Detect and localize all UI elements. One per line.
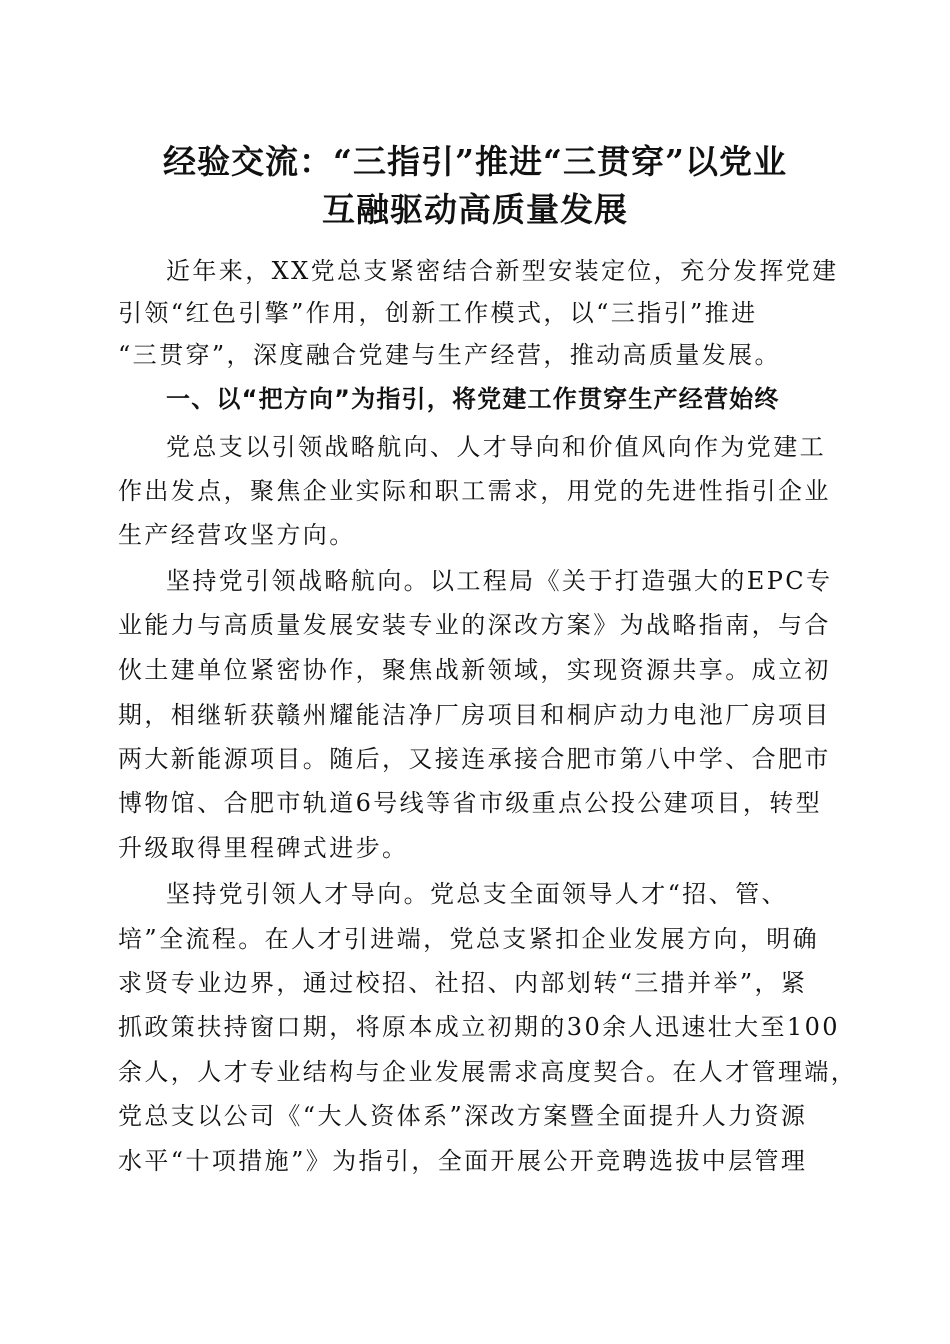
paragraph-3-line-3: 伙土建单位紧密协作，聚焦战新领域，实现资源共享。成立初 — [118, 656, 831, 684]
paragraph-4-line-2: 培”全流程。在人才引进端，党总支紧扣企业发展方向，明确 — [118, 925, 820, 953]
paragraph-4-line-4: 抓政策扶持窗口期，将原本成立初期的30余人迅速壮大至100 — [118, 1013, 840, 1041]
document-title-line-1: 经验交流：“三指引”推进“三贯穿”以党业 — [163, 142, 787, 181]
paragraph-1-line-3: “三贯穿”，深度融合党建与生产经营，推动高质量发展。 — [118, 341, 781, 369]
paragraph-4-line-1: 坚持党引领人才导向。党总支全面领导人才“招、管、 — [166, 880, 788, 908]
paragraph-3-line-4: 期，相继斩获赣州耀能洁净厂房项目和桐庐动力电池厂房项目 — [118, 701, 831, 729]
paragraph-1-line-2: 引领“红色引擎”作用，创新工作模式，以“三指引”推进 — [118, 299, 758, 327]
paragraph-4-line-6: 党总支以公司《“大人资体系”深改方案暨全面提升人力资源 — [118, 1102, 808, 1130]
paragraph-3-line-6: 博物馆、合肥市轨道6号线等省市级重点公投公建项目，转型 — [118, 789, 823, 817]
section-1-heading: 一、以“把方向”为指引，将党建工作贯穿生产经营始终 — [166, 385, 780, 413]
paragraph-4-line-3: 求贤专业边界，通过校招、社招、内部划转“三措并举”，紧 — [118, 969, 808, 997]
paragraph-2-line-1: 党总支以引领战略航向、人才导向和价值风向作为党建工 — [166, 433, 826, 461]
paragraph-3-line-7: 升级取得里程碑式进步。 — [118, 834, 409, 862]
paragraph-2-line-3: 生产经营攻坚方向。 — [118, 521, 356, 549]
paragraph-1-line-1: 近年来，XX党总支紧密结合新型安装定位，充分发挥党建 — [166, 257, 839, 285]
paragraph-3-line-2: 业能力与高质量发展安装专业的深改方案》为战略指南，与合 — [118, 611, 831, 639]
paragraph-4-line-7: 水平“十项措施”》为指引，全面开展公开竞聘选拔中层管理 — [118, 1147, 808, 1175]
paragraph-3-line-5: 两大新能源项目。随后，又接连承接合肥市第八中学、合肥市 — [118, 745, 831, 773]
document-title-line-2: 互融驱动高质量发展 — [322, 190, 628, 229]
paragraph-2-line-2: 作出发点，聚焦企业实际和职工需求，用党的先进性指引企业 — [118, 477, 831, 505]
paragraph-4-line-5: 余人，人才专业结构与企业发展需求高度契合。在人才管理端， — [118, 1058, 858, 1086]
paragraph-3-line-1: 坚持党引领战略航向。以工程局《关于打造强大的EPC专 — [166, 567, 833, 595]
